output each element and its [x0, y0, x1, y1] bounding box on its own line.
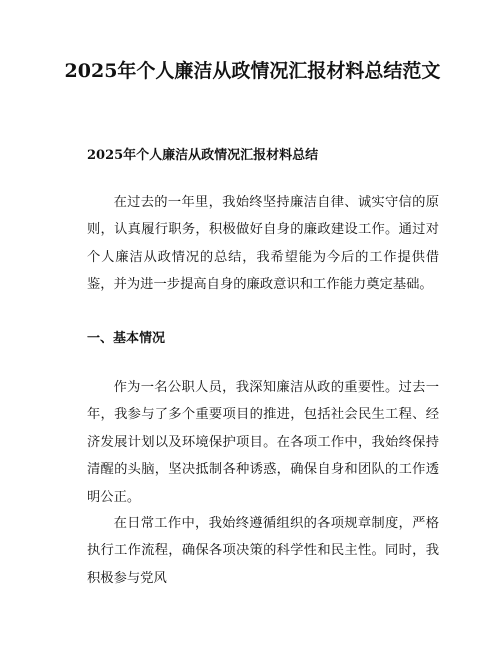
- body-paragraph-3: 在日常工作中，我始终遵循组织的各项规章制度，严格执行工作流程，确保各项决策的科学性和民主性。同时，我积极参与党风: [87, 516, 439, 586]
- section-heading-basic-situation: 一、基本情况: [87, 331, 166, 346]
- intro-paragraph: 在过去的一年里，我始终坚持廉洁自律、诚实守信的原则，认真履行职务，积极做好自身的廉政建设工作。通过对个人廉洁从政情况的总结，我希望能为今后的工作提供借鉴，并为进一步提高自身的廉政意识和工作能力奠定基础。: [87, 195, 439, 293]
- document-title: 2025年个人廉洁从政情况汇报材料总结范文: [64, 60, 441, 82]
- body-paragraph-2: 作为一名公职人员，我深知廉洁从政的重要性。过去一年，我参与了多个重要项目的推进，包括社会民生工程、经济发展计划以及环境保护项目。在各项工作中，我始终保持清醒的头脑，坚决抵制各种诱惑，确保自身和团队的工作透明公正。: [87, 380, 439, 505]
- document-subtitle: 2025年个人廉洁从政情况汇报材料总结: [87, 148, 319, 163]
